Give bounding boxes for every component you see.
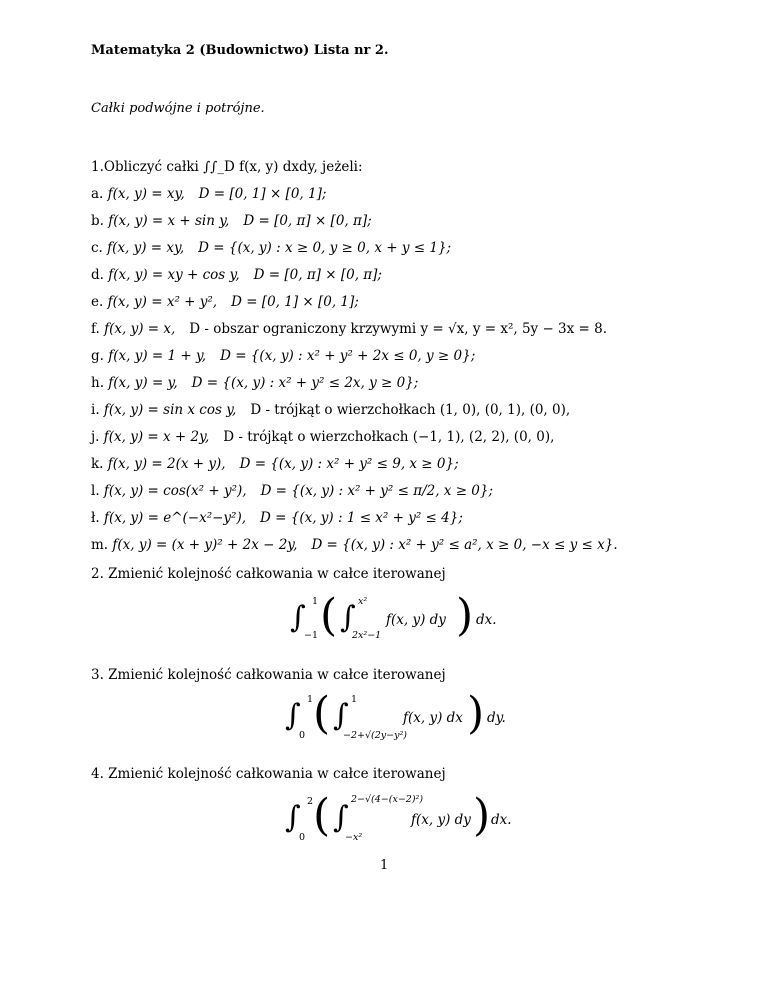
integrand: f(x, y) dy: [386, 612, 446, 628]
page-number: 1: [380, 858, 389, 873]
outer-differential: dx.: [476, 612, 497, 628]
outer-integral-sign: ∫: [285, 698, 301, 733]
outer-upper-limit: 1: [312, 596, 319, 607]
task-4-text: 4. Zmienić kolejność całkowania w całce iterowanej: [91, 766, 446, 782]
right-paren: ): [456, 590, 474, 641]
task-1-item: c. f(x, y) = xy, D = {(x, y) : x ≥ 0, y ≥ 0, x + y ≤ 1};: [91, 240, 452, 256]
inner-integral-sign: ∫: [333, 698, 349, 733]
task-1-item: ł. f(x, y) = e^(−x²−y²), D = {(x, y) : 1 ≤ x² + y² ≤ 4};: [91, 510, 463, 526]
inner-upper-limit: 2−√(4−(x−2)²): [351, 794, 424, 805]
task-1-item: j. f(x, y) = x + 2y, D - trójkąt o wierzchołkach (−1, 1), (2, 2), (0, 0),: [91, 429, 555, 445]
inner-lower-limit: −2+√(2y−y²): [343, 730, 407, 741]
inner-lower-limit: −x²: [345, 832, 363, 843]
left-paren: (: [313, 688, 331, 739]
task-1-item: h. f(x, y) = y, D = {(x, y) : x² + y² ≤ 2x, y ≥ 0};: [91, 375, 419, 391]
outer-upper-limit: 2: [307, 796, 314, 807]
right-paren: ): [467, 688, 485, 739]
outer-upper-limit: 1: [307, 694, 314, 705]
task-1-item: l. f(x, y) = cos(x² + y²), D = {(x, y) : x² + y² ≤ π/2, x ≥ 0};: [91, 483, 494, 499]
inner-upper-limit: x²: [358, 596, 368, 607]
right-paren: ): [473, 790, 491, 841]
outer-integral-sign: ∫: [290, 600, 306, 635]
integrand: f(x, y) dy: [411, 812, 471, 828]
task-3-formula: [285, 688, 535, 746]
task-1-item: d. f(x, y) = xy + cos y, D = [0, π] × [0, π];: [91, 267, 382, 283]
inner-upper-limit: 1: [351, 694, 358, 705]
outer-lower-limit: 0: [299, 730, 306, 741]
task-1-item: b. f(x, y) = x + sin y, D = [0, π] × [0, π];: [91, 213, 372, 229]
task-1-item: k. f(x, y) = 2(x + y), D = {(x, y) : x² + y² ≤ 9, x ≥ 0};: [91, 456, 459, 472]
outer-differential: dy.: [487, 710, 506, 726]
left-paren: (: [313, 790, 331, 841]
task-4-formula: [285, 790, 535, 848]
inner-integral-sign: ∫: [333, 800, 349, 835]
task-3-text: 3. Zmienić kolejność całkowania w całce iterowanej: [91, 667, 446, 683]
left-paren: (: [320, 590, 338, 641]
integrand: f(x, y) dx: [403, 710, 463, 726]
outer-integral-sign: ∫: [285, 800, 301, 835]
task-1-item: a. f(x, y) = xy, D = [0, 1] × [0, 1];: [91, 186, 327, 202]
task-1-item: f. f(x, y) = x, D - obszar ograniczony krzywymi y = √x, y = x², 5y − 3x = 8.: [91, 321, 608, 337]
inner-integral-sign: ∫: [340, 600, 356, 635]
outer-lower-limit: −1: [304, 630, 319, 641]
section-subtitle: Całki podwójne i potrójne.: [91, 101, 265, 116]
task-1-item: i. f(x, y) = sin x cos y, D - trójkąt o wierzchołkach (1, 0), (0, 1), (0, 0),: [91, 402, 571, 418]
task-1-intro: 1.Obliczyć całki ∫∫_D f(x, y) dxdy, jeżeli:: [91, 159, 363, 175]
page-title: Matematyka 2 (Budownictwo) Lista nr 2.: [91, 43, 389, 58]
inner-lower-limit: 2x²−1: [352, 630, 382, 641]
task-1-item: e. f(x, y) = x² + y², D = [0, 1] × [0, 1];: [91, 294, 359, 310]
task-1-item: m. f(x, y) = (x + y)² + 2x − 2y, D = {(x, y) : x² + y² ≤ a², x ≥ 0, −x ≤ y ≤ x}.: [91, 537, 618, 553]
outer-differential: dx.: [491, 812, 512, 828]
task-2-formula: [290, 590, 520, 646]
task-1-item: g. f(x, y) = 1 + y, D = {(x, y) : x² + y² + 2x ≤ 0, y ≥ 0};: [91, 348, 476, 364]
task-2-text: 2. Zmienić kolejność całkowania w całce iterowanej: [91, 566, 446, 582]
outer-lower-limit: 0: [299, 832, 306, 843]
